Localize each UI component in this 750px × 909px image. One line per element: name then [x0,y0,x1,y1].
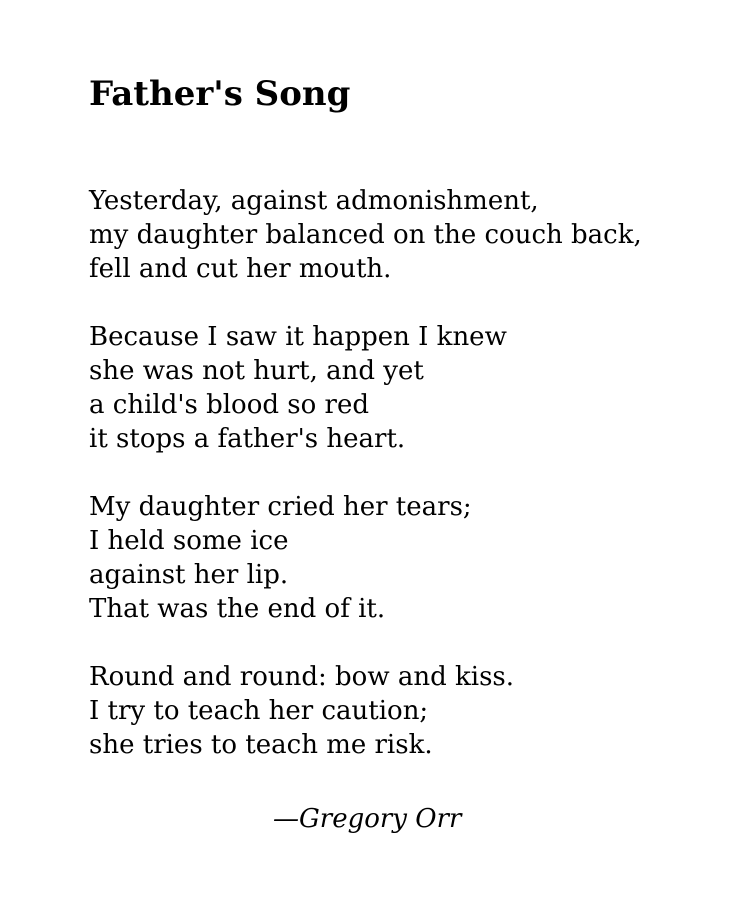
poem-line: Round and round: bow and kiss. [89,662,515,692]
poem-line: I held some ice [89,526,289,556]
poem-line: My daughter cried her tears; [89,492,472,522]
poem-line: against her lip. [89,560,289,590]
poem-line: That was the end of it. [89,594,386,624]
poem-line: a child's blood so red [89,390,369,420]
poem-line: I try to teach her caution; [89,696,429,726]
poem-line: Because I saw it happen I knew [89,322,507,352]
stanza-1 [89,184,642,286]
stanza-4 [89,660,642,762]
poem-title: Father's Song [89,74,351,114]
poem-attribution: —Gregory Orr [273,804,462,834]
poem-body [89,184,642,762]
stanza-2 [89,320,642,456]
poem-line: she was not hurt, and yet [89,356,424,386]
poem-line: fell and cut her mouth. [89,254,392,284]
poem-line: Yesterday, against admonishment, [89,186,539,216]
poem-line: she tries to teach me risk. [89,730,433,760]
poem-line: my daughter balanced on the couch back, [89,220,642,250]
poem-line: it stops a father's heart. [89,424,406,454]
stanza-3 [89,490,642,626]
